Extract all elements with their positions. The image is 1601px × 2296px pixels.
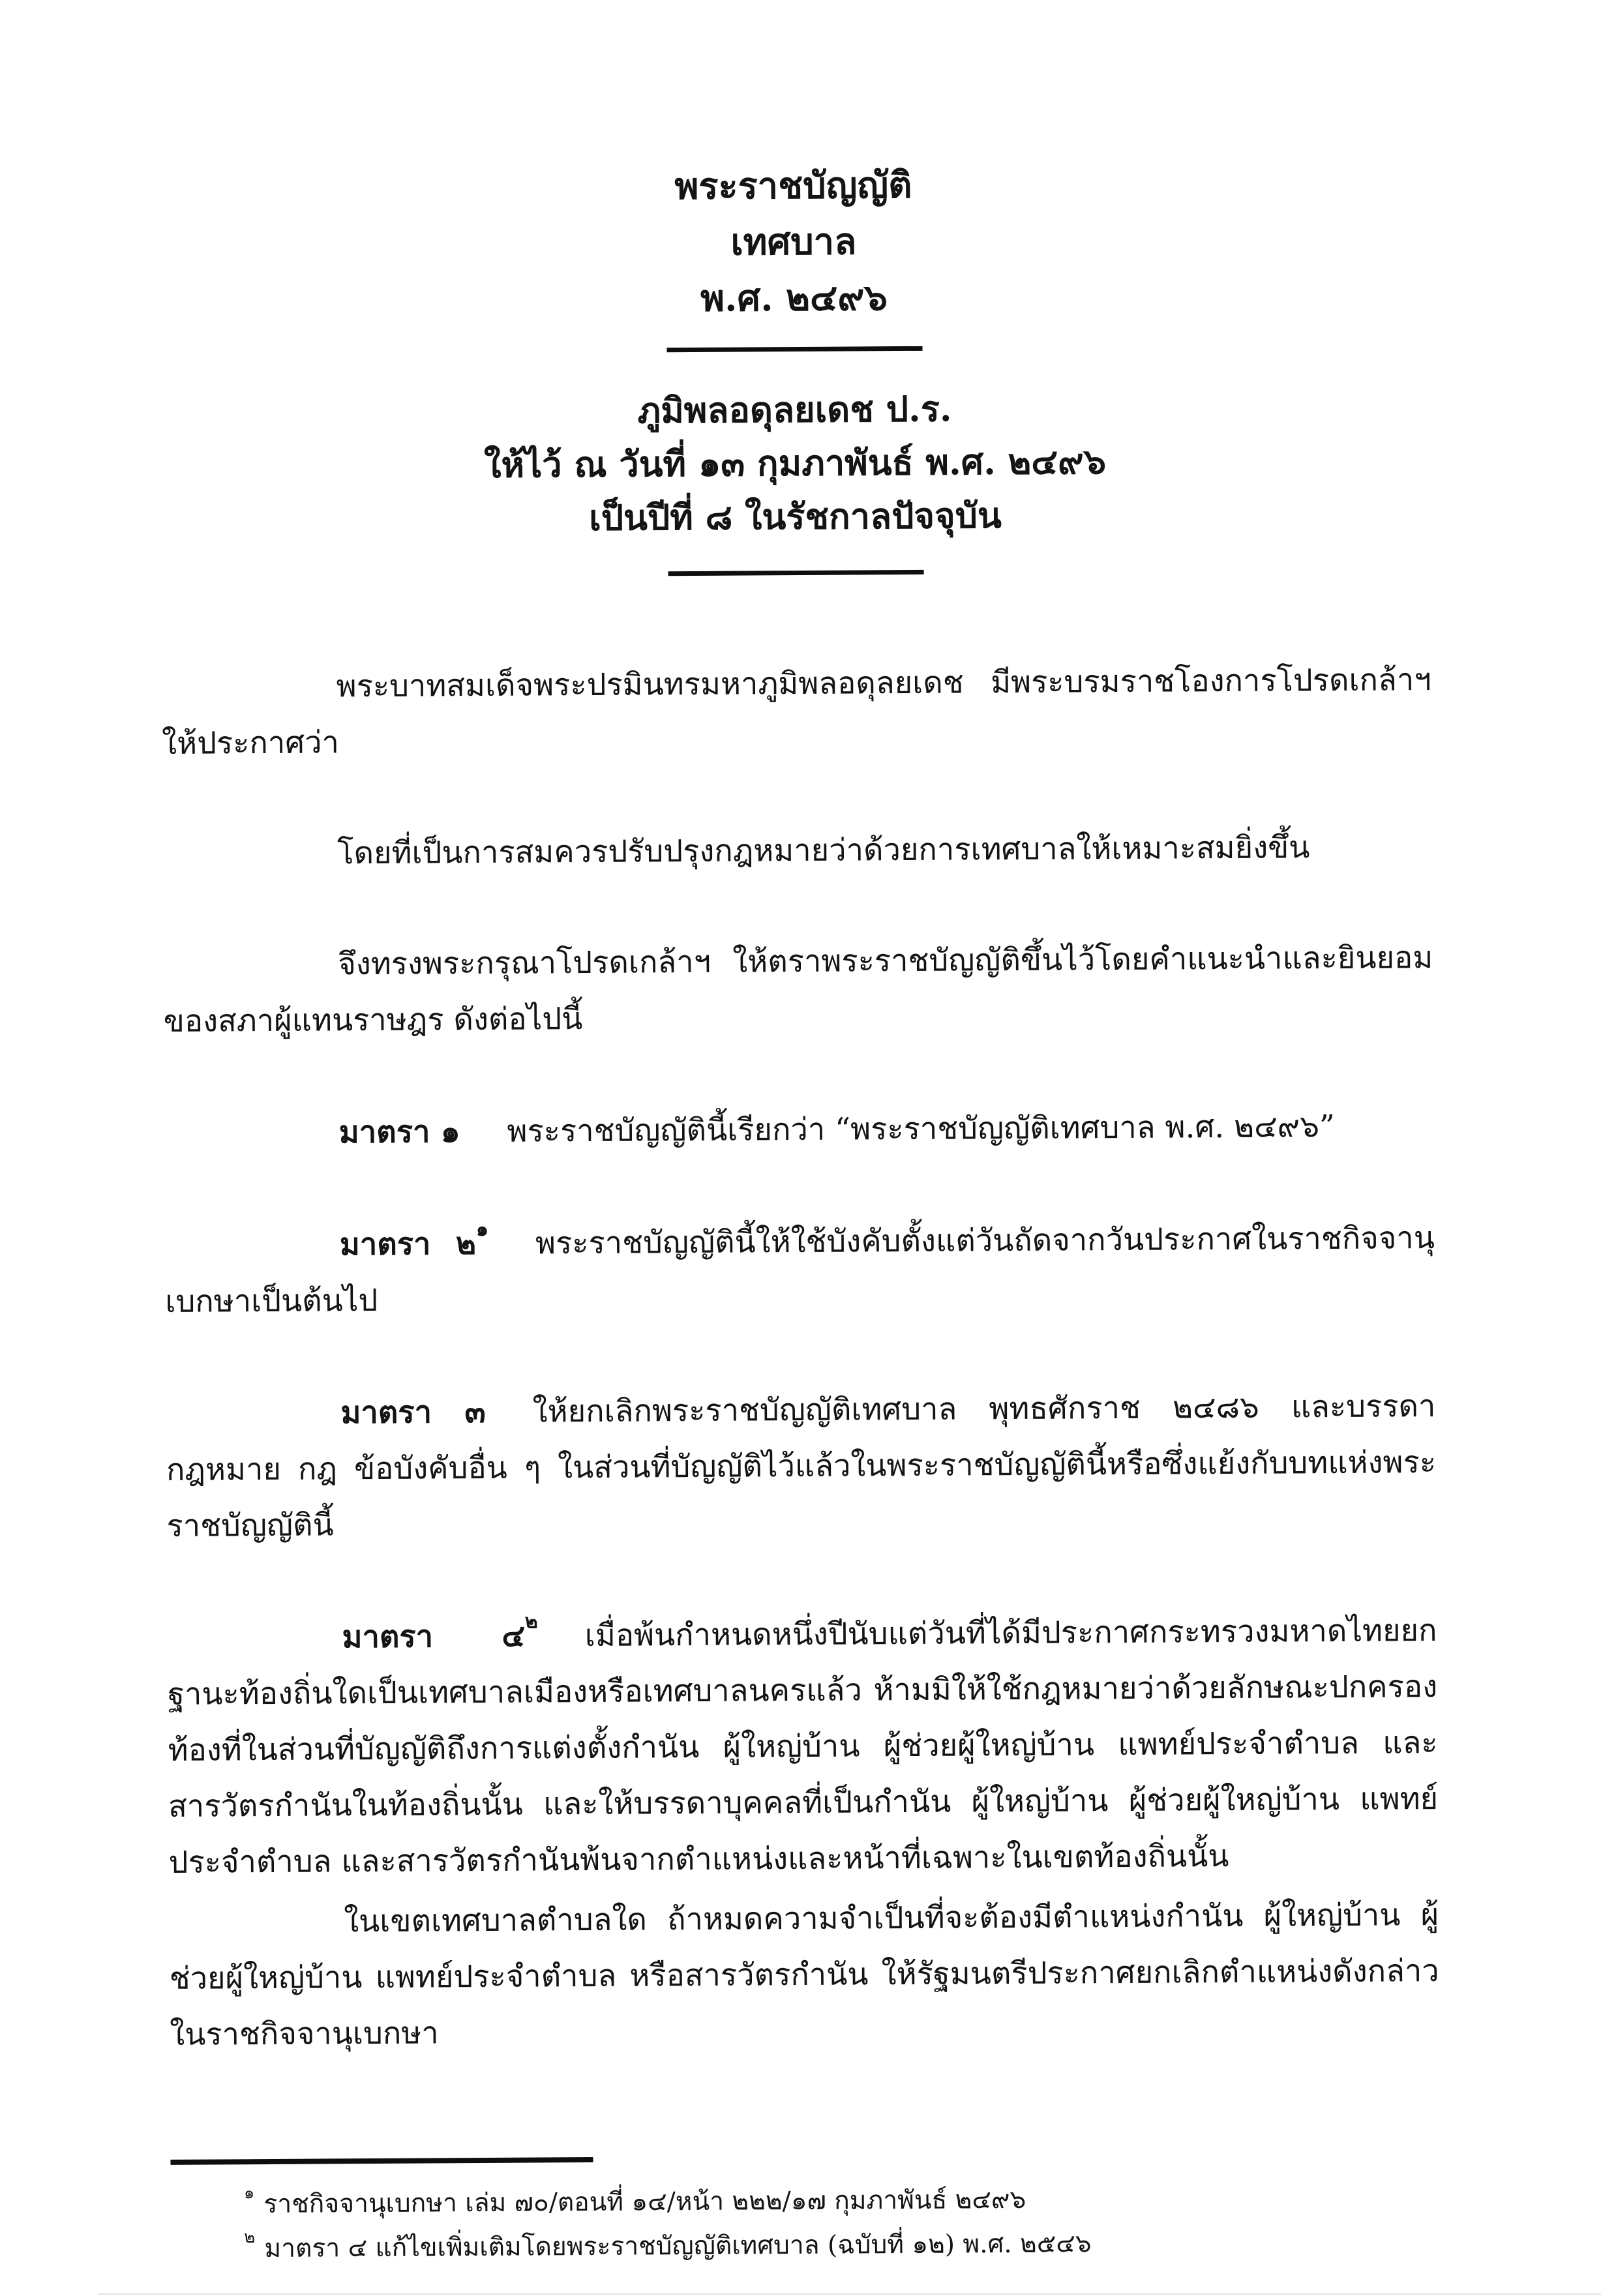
section-4-footnote-ref: ๒ <box>524 1610 538 1633</box>
footnotes-block <box>170 2152 1441 2271</box>
act-title-line-2: เทศบาล <box>730 220 857 264</box>
footnote-1-marker: ๑ <box>243 2183 255 2203</box>
footnote-1 <box>171 2177 1441 2226</box>
section-2-text: พระราชบัญญัตินี้ให้ใช้บังคับตั้งแต่วันถัดจากวันประกาศในราชกิจจานุเบกษาเป็นต้นไป <box>165 1220 1435 1320</box>
footnote-1-text: ราชกิจจานุเบกษา เล่ม ๗๐/ตอนที่ ๑๔/หน้า ๒๒๒/๑๗ กุมภาพันธ์ ๒๔๙๖ <box>263 2184 1026 2220</box>
section-2-label <box>339 1217 489 1263</box>
promulgation-divider-rule <box>668 570 923 576</box>
footnote-divider-rule <box>170 2157 593 2165</box>
reign-year: เป็นปีที่ ๘ ในรัชกาลปัจจุบัน <box>589 494 1002 539</box>
section-3-label <box>340 1394 486 1431</box>
section-4-label-text: มาตรา ๔ <box>342 1618 526 1656</box>
footnote-2-marker: ๒ <box>244 2228 256 2248</box>
section-1-label <box>339 1114 460 1150</box>
section-3 <box>166 1379 1437 1555</box>
section-1-text: พระราชบัญญัตินี้เรียกว่า “พระราชบัญญัติเทศบาล พ.ศ. ๒๔๙๖” <box>507 1108 1336 1150</box>
section-4-text: เมื่อพ้นกำหนดหนึ่งปีนับแต่วันที่ได้มีประกาศกระทรวงมหาดไทยยกฐานะท้องถิ่นใดเป็นเทศบาลเมืองหรือเทศบาลนครแล้ว ห้ามมิให้ใช้กฎหมายว่าด้วยลักษณะปกครองท้องที่ในส่วนที่บัญญัติถึงการแต่งตั้งกำนัน ผู้ใหญ่บ้าน ผู้ช่วยผู้ใหญ่บ้าน แพทย์ประจำตำบล และสารวัตรกำนันในท้องถิ่นนั้น และให้บรรดาบุคคลที่เป็นกำนัน ผู้ใหญ่บ้าน ผู้ช่วยผู้ใหญ่บ้าน แพทย์ประจำตำบล และสารวัตรกำนันพ้นจากตำแหน่งและหน้าที่เฉพาะในเขตท้องถิ่นนั้น <box>167 1613 1439 1881</box>
scan-bottom-edge <box>98 2293 1601 2295</box>
preamble-paragraph-3: จึงทรงพระกรุณาโปรดเกล้าฯ ให้ตราพระราชบัญญัติขึ้นไว้โดยคำแนะนำและยินยอมของสภาผู้แทนราษฎร ดังต่อไปนี้ <box>163 940 1433 1039</box>
act-title-line-1: พระราชบัญญัติ <box>674 163 912 209</box>
act-title-line-3: พ.ศ. ๒๔๙๖ <box>700 276 888 320</box>
preamble-paragraph-2: โดยที่เป็นการสมควรปรับปรุงกฎหมายว่าด้วยการเทศบาลให้เหมาะสมยิ่งขึ้น <box>337 829 1310 872</box>
section-2-footnote-ref: ๑ <box>475 1217 489 1242</box>
section-2-label-text: มาตรา ๒ <box>339 1226 477 1263</box>
title-divider-rule <box>666 346 922 352</box>
footnote-2-text: มาตรา ๔ แก้ไขเพิ่มเติมโดยพระราชบัญญัติเทศบาล (ฉบับที่ ๑๒) พ.ศ. ๒๕๔๖ <box>264 2229 1092 2264</box>
act-title-block <box>157 0 1429 330</box>
section-3-label-text: มาตรา ๓ <box>340 1394 486 1431</box>
promulgation-date: ให้ไว้ ณ วันที่ ๑๓ กุมภาพันธ์ พ.ศ. ๒๔๙๖ <box>483 440 1107 486</box>
act-body <box>161 652 1439 2063</box>
promulgation-block <box>160 379 1430 547</box>
royal-name: ภูมิพลอดุลยเดช ป.ร. <box>637 387 952 432</box>
section-4 <box>167 1603 1439 1891</box>
footnote-2 <box>171 2221 1441 2271</box>
section-1-label-text: มาตรา ๑ <box>338 1114 460 1151</box>
preamble-paragraph-1: พระบาทสมเด็จพระปรมินทรมหาภูมิพลอดุลยเดช มีพระบรมราชโองการโปรดเกล้าฯ ให้ประกาศว่า <box>162 662 1431 762</box>
section-4-paragraph-2: ในเขตเทศบาลตำบลใด ถ้าหมดความจำเป็นที่จะต้องมีตำแหน่งกำนัน ผู้ใหญ่บ้าน ผู้ช่วยผู้ใหญ่บ้าน แพทย์ประจำตำบล หรือสารวัตรกำนัน ให้รัฐมนตรีประกาศยกเลิกตำแหน่งดังกล่าวในราชกิจจานุเบกษา <box>169 1897 1439 2053</box>
section-4-label <box>342 1610 538 1656</box>
section-2 <box>165 1210 1435 1330</box>
section-3-text: ให้ยกเลิกพระราชบัญญัติเทศบาล พุทธศักราช ๒๔๘๖ และบรรดากฎหมาย กฎ ข้อบังคับอื่น ๆ ในส่วนที่บัญญัติไว้แล้วในพระราชบัญญัตินี้หรือซึ่งแย้งกับบทแห่งพระราชบัญญัตินี้ <box>166 1388 1437 1544</box>
section-1 <box>164 1098 1434 1162</box>
